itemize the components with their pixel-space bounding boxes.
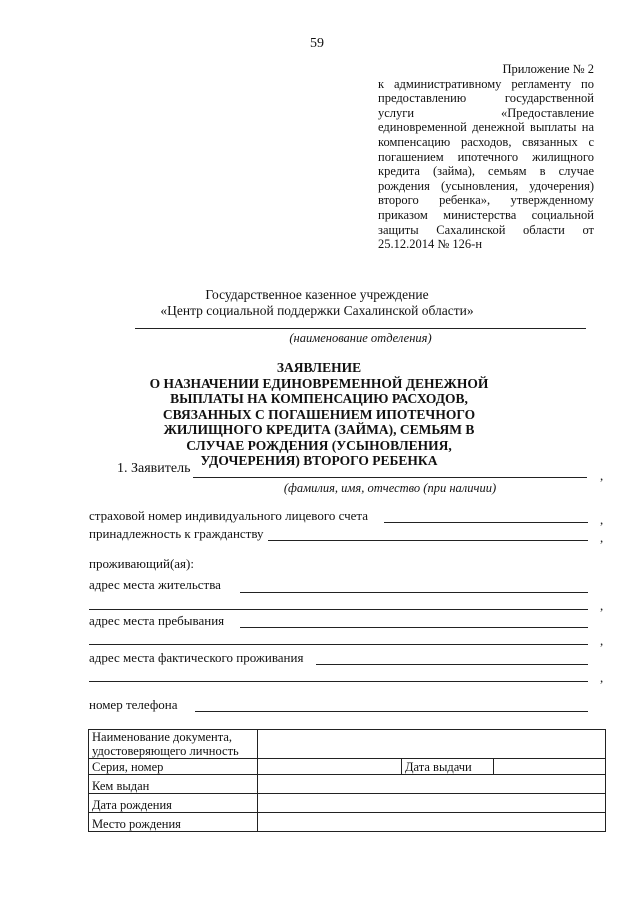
institution-line1: Государственное казенное учреждение — [205, 287, 429, 302]
applicant-name-caption: (фамилия, имя, отчество (при наличии) — [283, 481, 497, 495]
institution-block — [0, 287, 634, 319]
actual-address-line-1[interactable] — [316, 664, 588, 665]
comma: , — [600, 633, 604, 648]
comma: , — [600, 512, 604, 527]
comma: , — [600, 598, 604, 613]
table-row — [89, 759, 606, 775]
actual-address-label: адрес места фактического проживания — [89, 650, 304, 665]
issued-by-label: Кем выдан — [89, 775, 258, 794]
table-row — [89, 730, 606, 759]
actual-address-line-2[interactable] — [89, 681, 588, 682]
department-caption: (наименование отделения) — [289, 331, 432, 345]
birth-date-value[interactable] — [258, 794, 606, 813]
issue-date-label: Дата выдачи — [402, 759, 494, 775]
appendix-block — [378, 62, 594, 252]
institution-line2: «Центр социальной поддержки Сахалинской области» — [160, 303, 474, 318]
series-number-value[interactable] — [258, 759, 402, 775]
issued-by-value[interactable] — [258, 775, 606, 794]
table-row — [89, 794, 606, 813]
stay-label: адрес места пребывания — [89, 613, 225, 628]
phone-label: номер телефона — [89, 697, 178, 712]
page-number: 59 — [310, 36, 324, 51]
birth-place-label: Место рождения — [89, 813, 258, 832]
comma: , — [600, 670, 604, 685]
snils-label: страховой номер индивидуального лицевого счета — [89, 508, 369, 523]
comma: , — [600, 530, 604, 545]
residence-label: адрес места жительства — [89, 577, 221, 592]
form-heading: ЗАЯВЛЕНИЕ — [276, 360, 362, 375]
table-row — [89, 775, 606, 794]
department-field-line[interactable] — [135, 328, 586, 329]
appendix-text: к административному регламенту по предоставлению государственной услуги «Предоставление единовременной денежной выплаты на компенсацию расходов, связанных с погашением ипотечного жилищного кредита (займа), семьям в случае рождения (усыновления, удочерения) второго ребенка», утвержденному приказом министерства социальной защиты Сахалинской области от 25.12.2014 № 126-н — [378, 76, 594, 252]
citizenship-line[interactable] — [268, 540, 588, 541]
series-number-label: Серия, номер — [89, 759, 258, 775]
doc-name-label: Наименование документа, удостоверяющего личность — [89, 730, 258, 759]
id-document-table — [88, 729, 606, 832]
doc-name-value[interactable] — [258, 730, 606, 759]
table-row — [89, 813, 606, 832]
stay-line-2[interactable] — [89, 644, 588, 645]
residence-line-2[interactable] — [89, 609, 588, 610]
birth-date-label: Дата рождения — [89, 794, 258, 813]
form-title — [138, 360, 500, 469]
comma: , — [600, 468, 604, 483]
citizenship-label: принадлежность к гражданству — [89, 526, 264, 541]
birth-place-value[interactable] — [258, 813, 606, 832]
stay-line-1[interactable] — [240, 627, 588, 628]
applicant-name-line[interactable] — [193, 477, 587, 478]
phone-line[interactable] — [195, 711, 588, 712]
form-subject: О НАЗНАЧЕНИИ ЕДИНОВРЕМЕННОЙ ДЕНЕЖНОЙ ВЫПЛАТЫ НА КОМПЕНСАЦИЮ РАСХОДОВ, СВЯЗАННЫХ С ПОГАШЕНИЕМ ИПОТЕЧНОГО ЖИЛИЩНОГО КРЕДИТА (ЗАЙМА), СЕМЬЯМ В СЛУЧАЕ РОЖДЕНИЯ (УСЫНОВЛЕНИЯ, УДОЧЕРЕНИЯ) ВТОРОГО РЕБЕНКА — [149, 375, 489, 468]
residence-line-1[interactable] — [240, 592, 588, 593]
residing-label: проживающий(ая): — [89, 556, 194, 571]
issue-date-value[interactable] — [494, 759, 606, 775]
appendix-title: Приложение № 2 — [502, 62, 594, 76]
applicant-label: 1. Заявитель — [117, 461, 191, 476]
snils-line[interactable] — [384, 522, 588, 523]
